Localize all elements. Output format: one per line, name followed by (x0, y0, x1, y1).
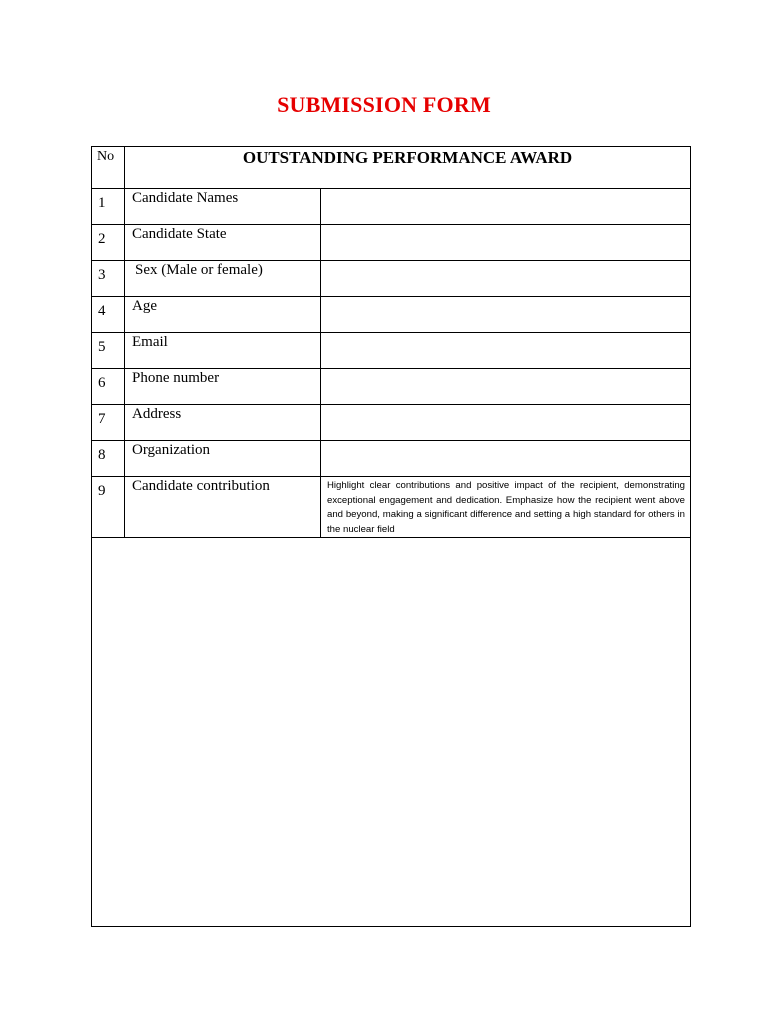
page-title: SUBMISSION FORM (277, 92, 491, 117)
candidate-names-field[interactable] (321, 189, 691, 225)
email-field[interactable] (321, 333, 691, 369)
contribution-text-area[interactable] (92, 538, 691, 927)
row-number: 5 (92, 333, 125, 369)
row-number: 2 (92, 225, 125, 261)
table-row (92, 261, 691, 297)
row-number: 1 (92, 189, 125, 225)
age-field[interactable] (321, 297, 691, 333)
field-label-candidate-contribution: Candidate contribution (125, 477, 321, 538)
free-text-row (92, 538, 691, 927)
table-row (92, 405, 691, 441)
table-header-row (92, 147, 691, 189)
row-number: 9 (92, 477, 125, 538)
field-label-organization: Organization (125, 441, 321, 477)
field-label-candidate-names: Candidate Names (125, 189, 321, 225)
award-title: OUTSTANDING PERFORMANCE AWARD (125, 147, 691, 189)
field-label-candidate-state: Candidate State (125, 225, 321, 261)
field-label-sex: Sex (Male or female) (125, 261, 321, 297)
table-row (92, 297, 691, 333)
phone-number-field[interactable] (321, 369, 691, 405)
column-header-no: No (92, 147, 125, 189)
table-row (92, 477, 691, 538)
submission-form-table (91, 146, 691, 927)
table-row (92, 441, 691, 477)
row-number: 3 (92, 261, 125, 297)
candidate-contribution-guidance[interactable]: Highlight clear contributions and positive impact of the recipient, demonstrating exceptional engagement and dedication. Emphasize how the recipient went above and beyond, making a significant difference and setting a high standard for others in the nuclear field (321, 477, 691, 538)
row-number: 8 (92, 441, 125, 477)
field-label-email: Email (125, 333, 321, 369)
table-row (92, 333, 691, 369)
address-field[interactable] (321, 405, 691, 441)
row-number: 6 (92, 369, 125, 405)
table-row (92, 189, 691, 225)
field-label-phone-number: Phone number (125, 369, 321, 405)
field-label-address: Address (125, 405, 321, 441)
field-label-age: Age (125, 297, 321, 333)
sex-field[interactable] (321, 261, 691, 297)
organization-field[interactable] (321, 441, 691, 477)
row-number: 4 (92, 297, 125, 333)
row-number: 7 (92, 405, 125, 441)
table-row (92, 369, 691, 405)
candidate-state-field[interactable] (321, 225, 691, 261)
table-row (92, 225, 691, 261)
